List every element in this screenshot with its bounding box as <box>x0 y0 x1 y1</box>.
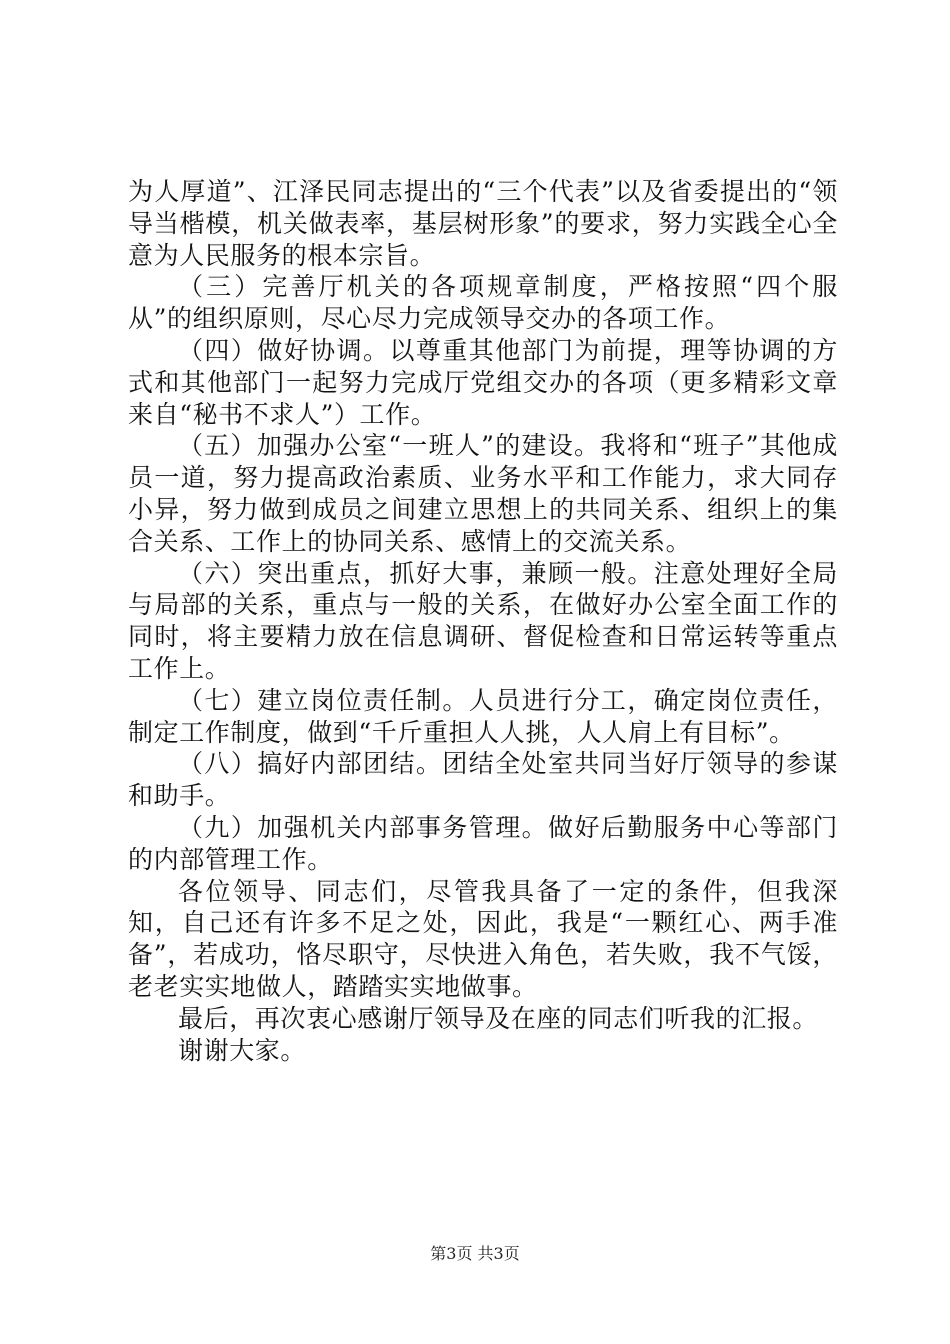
paragraph-item-8: （八）搞好内部团结。团结全处室共同当好厅领导的参谋和助手。 <box>128 749 838 811</box>
paragraph-item-9: （九）加强机关内部事务管理。做好后勤服务中心等部门的内部管理工作。 <box>128 812 838 874</box>
page-footer <box>0 1244 950 1264</box>
paragraph-item-5: （五）加强办公室“一班人”的建设。我将和“班子”其他成员一道，努力提高政治素质、业务水平和工作能力，求大同存小异，努力做到成员之间建立思想上的共同关系、组织上的集合关系、工作上的协同关系、感情上的交流关系。 <box>128 431 838 556</box>
paragraph-item-6: （六）突出重点，抓好大事，兼顾一般。注意处理好全局与局部的关系，重点与一般的关系，在做好办公室全面工作的同时，将主要精力放在信息调研、督促检查和日常运转等重点工作上。 <box>128 558 838 683</box>
paragraph-item-4: （四）做好协调。以尊重其他部门为前提，理等协调的方式和其他部门一起努力完成厅党组交办的各项（更多精彩文章来自“秘书不求人”）工作。 <box>128 335 838 429</box>
paragraph-thanks-leaders: 最后，再次衷心感谢厅领导及在座的同志们听我的汇报。 <box>178 1003 819 1033</box>
paragraph-closing: 各位领导、同志们，尽管我具备了一定的条件，但我深知，自己还有许多不足之处，因此，我是“一颗红心、两手准备”，若成功，恪尽职守，尽快进入角色，若失败，我不气馁，老老实实地做人，踏踏实实地做事。 <box>128 876 838 1001</box>
paragraph-item-7: （七）建立岗位责任制。人员进行分工，确定岗位责任，制定工作制度，做到“千斤重担人人挑，人人肩上有目标”。 <box>128 685 838 747</box>
paragraph-thank-you: 谢谢大家。 <box>178 1035 307 1065</box>
document-body <box>128 176 838 1066</box>
paragraph-item-3: （三）完善厅机关的各项规章制度，严格按照“四个服从”的组织原则，尽心尽力完成领导交办的各项工作。 <box>128 272 838 334</box>
paragraph-continued: 为人厚道”、江泽民同志提出的“三个代表”以及省委提出的“领导当楷模，机关做表率，基层树形象”的要求，努力实践全心全意为人民服务的根本宗旨。 <box>128 177 838 270</box>
page-number: 第3页 共3页 <box>430 1244 520 1263</box>
